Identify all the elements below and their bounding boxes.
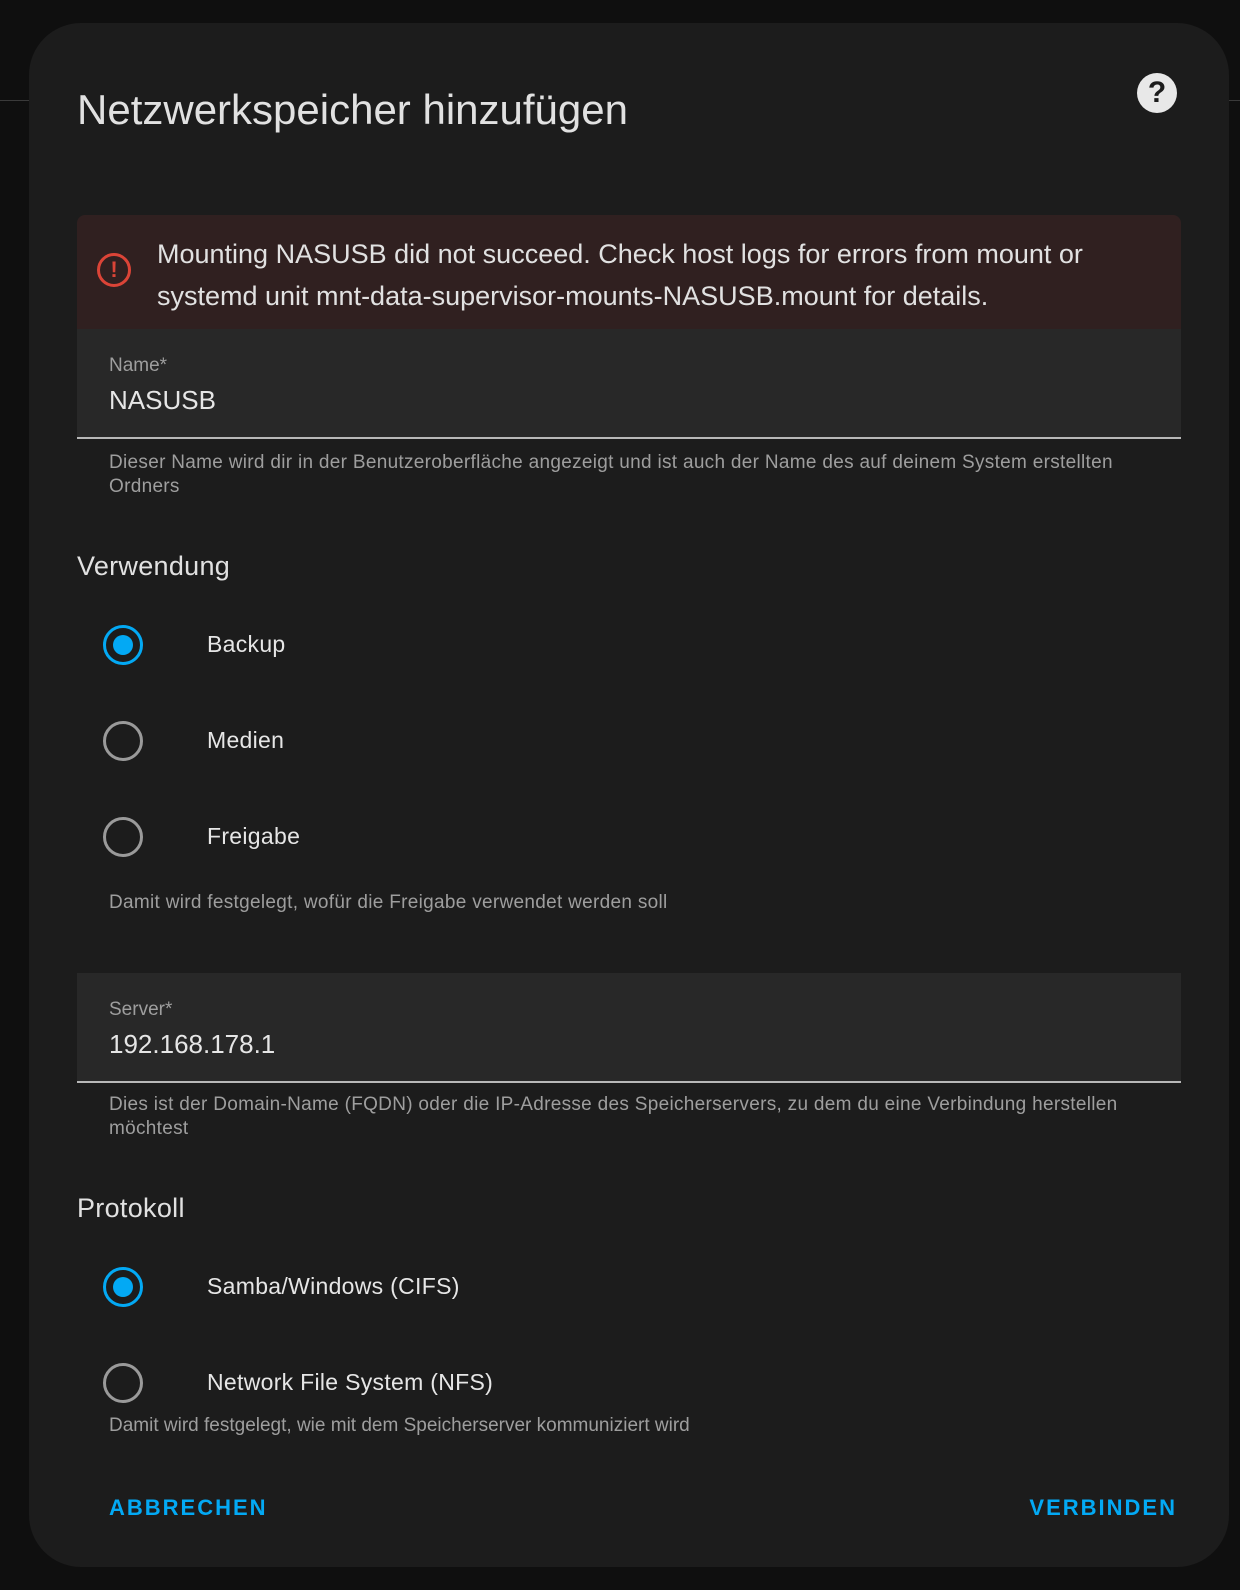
radio-unchecked-icon[interactable] [103, 721, 143, 761]
usage-helper: Damit wird festgelegt, wofür die Freigabe verwendet werden soll [109, 892, 668, 913]
cancel-button[interactable]: ABBRECHEN [109, 1495, 268, 1520]
server-field-value[interactable]: 192.168.178.1 [109, 1029, 276, 1059]
add-network-storage-dialog [29, 23, 1229, 1567]
name-field-helper: Dieser Name wird dir in der Benutzeroberfläche angezeigt und ist auch der Name des auf deinem System erstellten Ordners [109, 452, 1113, 497]
usage-section-title: Verwendung [77, 551, 231, 581]
error-icon: ! [97, 253, 131, 287]
radio-unchecked-icon[interactable] [103, 1363, 143, 1403]
dialog-title: Netzwerkspeicher hinzufügen [77, 86, 628, 133]
protocol-helper-clipped: Damit wird festgelegt, wie mit dem Speicherserver kommuniziert wird [109, 1415, 690, 1436]
protocol-option-label: Network File System (NFS) [207, 1369, 494, 1395]
connect-button[interactable]: VERBINDEN [1029, 1495, 1177, 1520]
server-field-label: Server* [109, 999, 173, 1020]
protocol-option-nfs[interactable] [103, 1361, 703, 1407]
usage-option-label: Medien [207, 727, 285, 753]
server-field[interactable] [77, 973, 1181, 1083]
help-icon[interactable]: ? [1137, 73, 1177, 113]
protocol-option-cifs[interactable] [103, 1265, 703, 1311]
protocol-option-label: Samba/Windows (CIFS) [207, 1273, 460, 1299]
radio-unchecked-icon[interactable] [103, 817, 143, 857]
protocol-section-title: Protokoll [77, 1193, 185, 1223]
error-alert [77, 215, 1181, 329]
usage-option-share[interactable] [103, 815, 703, 861]
usage-option-label: Freigabe [207, 823, 301, 849]
radio-checked-icon[interactable] [103, 1267, 143, 1307]
usage-option-backup[interactable] [103, 623, 703, 669]
usage-option-label: Backup [207, 631, 286, 657]
name-field-value[interactable]: NASUSB [109, 385, 216, 415]
server-field-helper: Dies ist der Domain-Name (FQDN) oder die IP-Adresse des Speicherservers, zu dem du eine Verbindung herstellen möchtest [109, 1094, 1118, 1139]
error-message: Mounting NASUSB did not succeed. Check host logs for errors from mount or systemd unit mnt-data-supervisor-mounts-NASUSB.mount for details. [157, 239, 1083, 311]
radio-checked-icon[interactable] [103, 625, 143, 665]
usage-option-media[interactable] [103, 719, 703, 765]
name-field[interactable] [77, 329, 1181, 439]
name-field-label: Name* [109, 355, 168, 376]
